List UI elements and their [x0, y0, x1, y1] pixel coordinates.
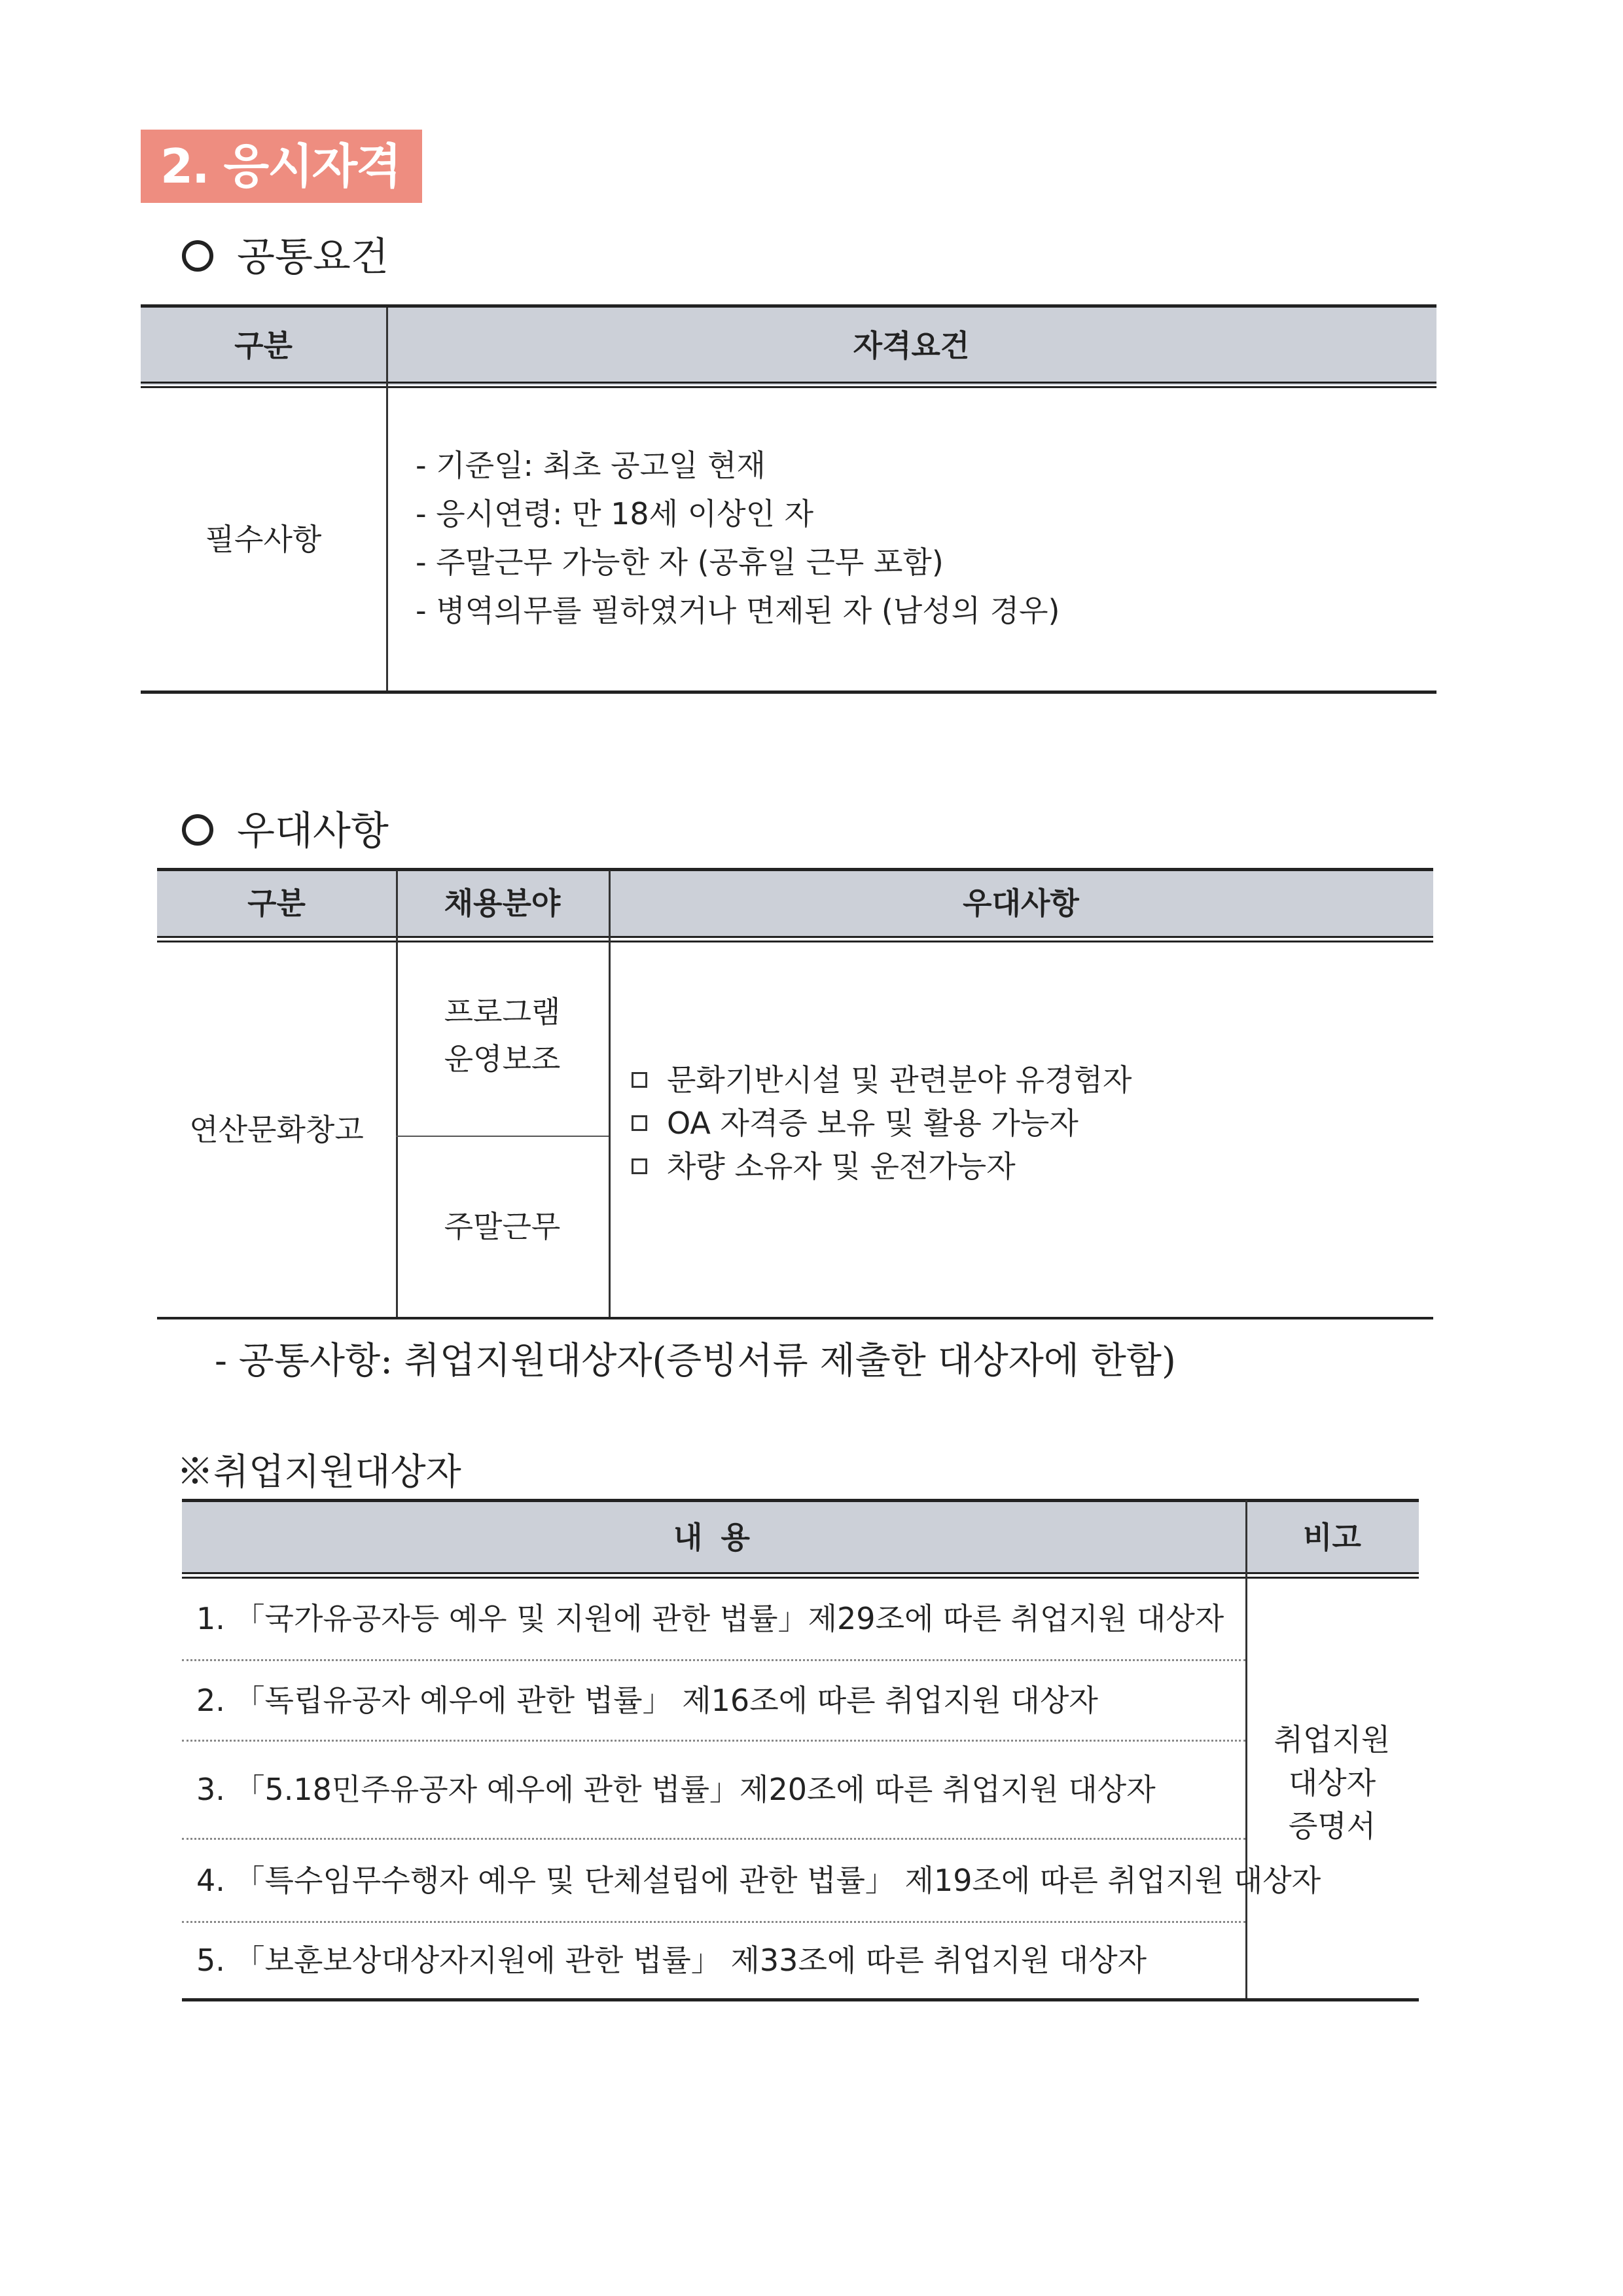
- support-row: 1. 「국가유공자등 예우 및 지원에 관한 법률」제29조에 따른 취업지원 대상자: [196, 1601, 1224, 1636]
- preference-heading-text: 우대사항: [237, 808, 389, 854]
- table-top-rule: [182, 1499, 1419, 1502]
- support-note-line2: 대상자: [1288, 1765, 1376, 1801]
- common-heading-text: 공통요건: [237, 234, 389, 280]
- checkbox-square-icon: [632, 1115, 647, 1131]
- support-heading: ※취업지원대상자: [177, 1451, 461, 1494]
- common-item: - 병역의무를 필하였거나 면제된 자 (남성의 경우): [416, 593, 1060, 628]
- table-header-rule: [182, 1572, 1419, 1574]
- common-col2-header: 자격요건: [386, 306, 1436, 385]
- table-bottom-rule: [157, 1317, 1433, 1319]
- common-items: [416, 441, 1060, 635]
- circle-bullet-icon: [182, 240, 213, 272]
- table-header-rule: [141, 382, 1436, 384]
- common-row-label: 필수사항: [205, 522, 322, 557]
- preference-item-text: 문화기반시설 및 관련분야 유경험자: [667, 1062, 1132, 1098]
- common-col1-header: 구분: [141, 306, 386, 385]
- support-row: 2. 「독립유공자 예우에 관한 법률」 제16조에 따른 취업지원 대상자: [196, 1683, 1098, 1718]
- preference-item: [632, 1058, 1132, 1102]
- common-item: - 기준일: 최초 공고일 현재: [416, 448, 766, 483]
- preference-row-label: 연산문화창고: [189, 1112, 364, 1147]
- table-col-divider: [386, 308, 388, 694]
- circle-bullet-icon: [182, 814, 213, 846]
- support-note: [1245, 1718, 1419, 1848]
- support-row: 3. 「5.18민주유공자 예우에 관한 법률」제20조에 따른 취업지원 대상자: [196, 1772, 1156, 1807]
- preference-item-text: 차량 소유자 및 운전가능자: [667, 1149, 1016, 1184]
- support-col1-header: 내 용: [182, 1501, 1245, 1574]
- preference-col2-header: 채용분야: [396, 869, 609, 938]
- section-title: 2. 응시자격: [141, 130, 422, 203]
- support-note-line1: 취업지원: [1274, 1722, 1391, 1757]
- preference-field1-line1: 프로그램: [444, 994, 561, 1030]
- preference-col1-header: 구분: [157, 869, 396, 938]
- checkbox-square-icon: [632, 1158, 647, 1174]
- preference-item: [632, 1102, 1132, 1145]
- preference-common-note: - 공통사항: 취업지원대상자(증빙서류 제출한 대상자에 한함): [215, 1340, 1176, 1382]
- common-heading: [182, 226, 389, 282]
- table-bottom-rule: [182, 1998, 1419, 2001]
- common-item: - 응시연령: 만 18세 이상인 자: [416, 496, 814, 531]
- support-col2-header: 비고: [1245, 1501, 1419, 1574]
- table-col-divider: [609, 870, 611, 1318]
- checkbox-square-icon: [632, 1072, 647, 1088]
- preference-item-text: OA 자격증 보유 및 활용 가능자: [667, 1105, 1079, 1141]
- preference-item: [632, 1145, 1132, 1188]
- table-top-rule: [157, 868, 1433, 871]
- table-top-rule: [141, 304, 1436, 308]
- support-note-line3: 증명서: [1288, 1808, 1376, 1844]
- preference-field1: [396, 988, 609, 1083]
- support-row: 4. 「특수임무수행자 예우 및 단체설립에 관한 법률」 제19조에 따른 취업지원 대상자: [196, 1863, 1321, 1898]
- preference-items: [632, 1058, 1132, 1188]
- preference-field1-line2: 운영보조: [444, 1041, 561, 1077]
- preference-col3-header: 우대사항: [609, 869, 1433, 938]
- table-header-rule: [157, 936, 1433, 938]
- common-item: - 주말근무 가능한 자 (공휴일 근무 포함): [416, 545, 944, 580]
- table-bottom-rule: [141, 691, 1436, 694]
- support-row: 5. 「보훈보상대상자지원에 관한 법률」 제33조에 따른 취업지원 대상자: [196, 1943, 1147, 1978]
- preference-heading: [182, 800, 389, 856]
- preference-field2: 주말근무: [444, 1209, 561, 1244]
